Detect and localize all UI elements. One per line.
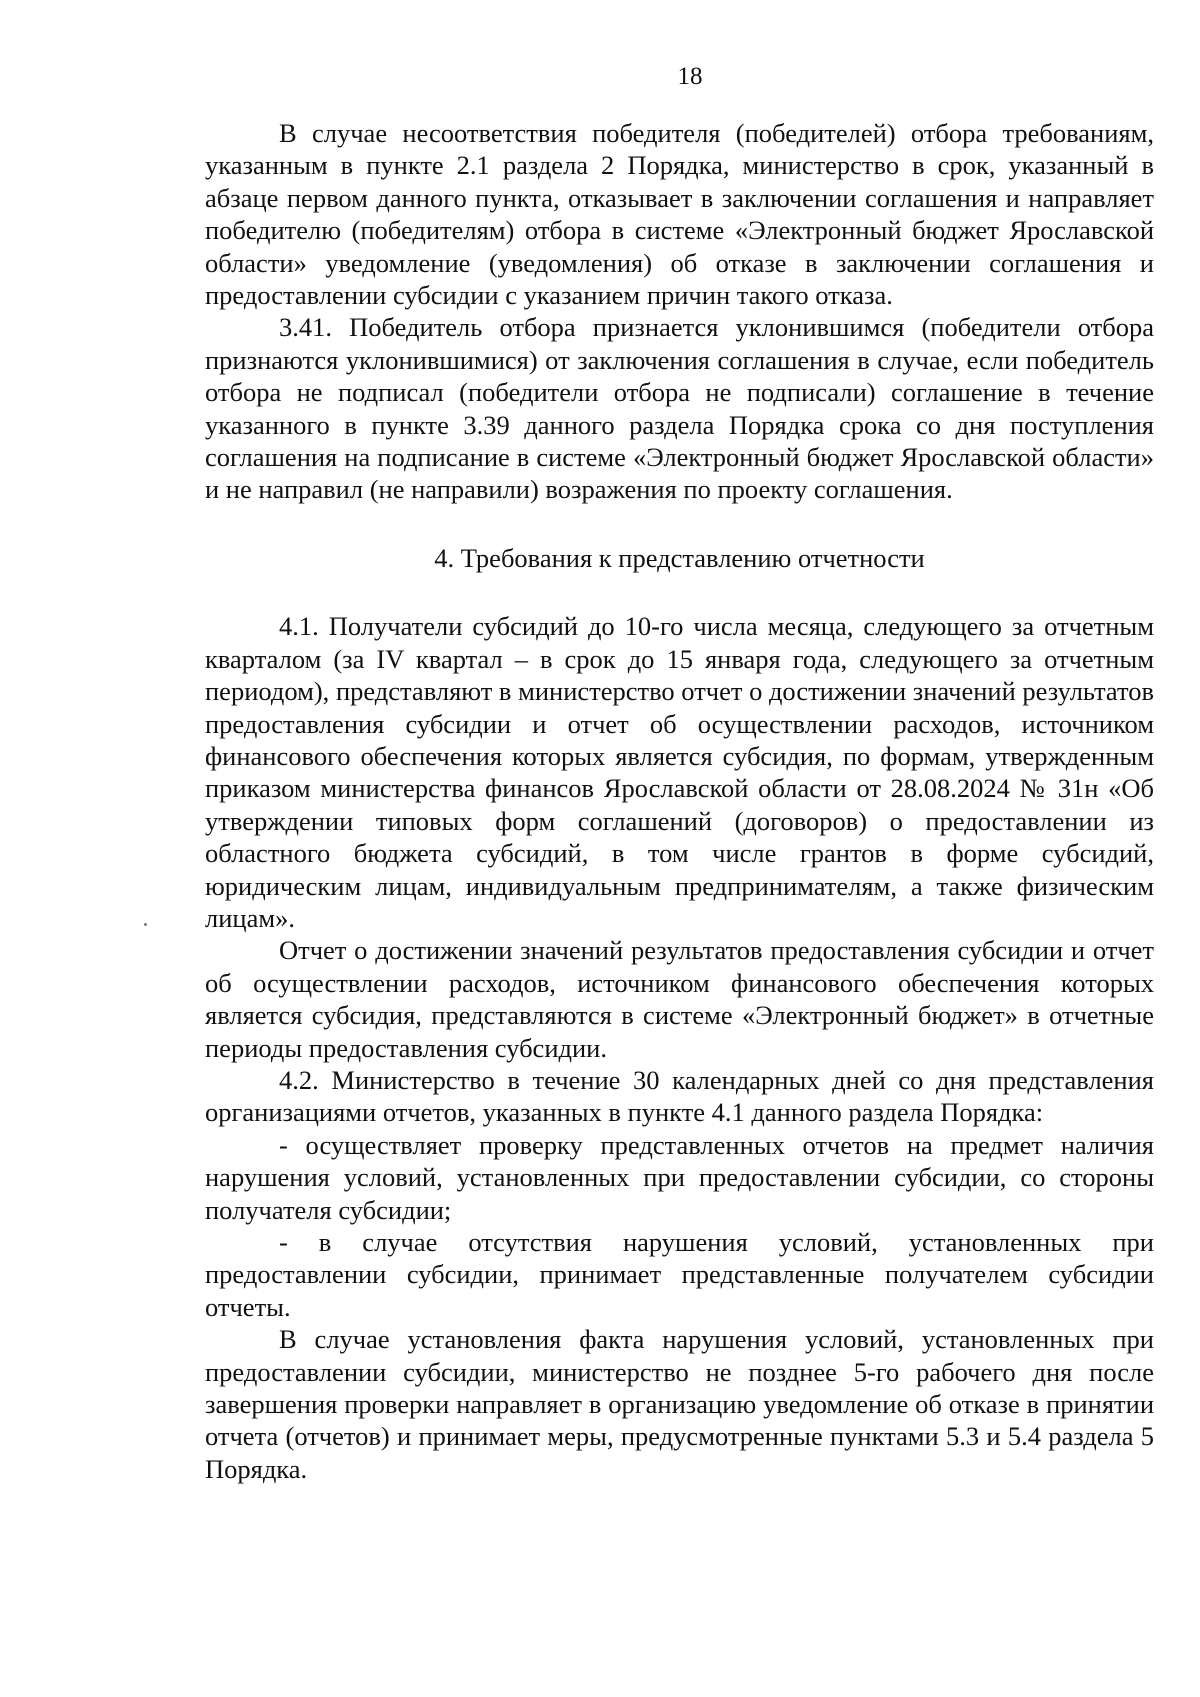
- scan-artifact-dot: [144, 923, 147, 926]
- paragraph-4-2: 4.2. Министерство в течение 30 календарных дней со дня представления организациями отчетов, указанных в пункте 4.1 данного раздела Порядка:: [205, 1064, 1154, 1128]
- paragraph-4-1: 4.1. Получатели субсидий до 10-го числа месяца, следующего за отчетным кварталом (за IV квартал – в срок до 15 января года, следующего за отчетным периодом), представляют в министерство отчет о достижении значений результатов предоставления субсидии и отчет об осуществлении расходов, источником финансового обеспечения которых является субсидия, по формам, утвержденным приказом министерства финансов Ярославской области от 28.08.2024 № 31н «Об утверждении типовых форм соглашений (договоров) о предоставлении из областного бюджета субсидий, в том числе грантов в форме субсидий, юридическим лицам, индивидуальным предпринимателям, а также физическим лицам».: [205, 611, 1154, 933]
- paragraph-report-system: Отчет о достижении значений результатов предоставления субсидии и отчет об осуществлении расходов, источником финансового обеспечения которых является субсидия, представляются в системе «Электронный бюджет» в отчетные периоды предоставления субсидии.: [205, 935, 1154, 1063]
- section-heading-4: 4. Требования к представлению отчетности: [434, 542, 925, 573]
- list-item-accept-reports: - в случае отсутствия нарушения условий, установленных при предоставлении субсидии, принимает представленные получателем субсидии отчеты.: [205, 1227, 1154, 1322]
- paragraph-refusal-notice: В случае несоответствия победителя (победителей) отбора требованиям, указанным в пункте 2.1 раздела 2 Порядка, министерство в срок, указанный в абзаце первом данного пункта, отказывает в заключении соглашения и направляет победителю (победителям) отбора в системе «Электронный бюджет Ярославской области» уведомление (уведомления) об отказе в заключении соглашения и предоставлении субсидии с указанием причин такого отказа.: [205, 118, 1154, 311]
- paragraph-violation-notice: В случае установления факта нарушения условий, установленных при предоставлении субсидии, министерство не позднее 5-го рабочего дня после завершения проверки направляет в организацию уведомление об отказе в принятии отчета (отчетов) и принимает меры, предусмотренные пунктами 5.3 и 5.4 раздела 5 Порядка.: [205, 1324, 1154, 1484]
- document-body: [205, 117, 1154, 1485]
- paragraph-3-41: 3.41. Победитель отбора признается уклонившимся (победители отбора признаются уклонившимися) от заключения соглашения в случае, если победитель отбора не подписал (победители отбора не подписали) соглашение в течение указанного в пункте 3.39 данного раздела Порядка срока со дня поступления соглашения на подписание в системе «Электронный бюджет Ярославской области» и не направил (не направили) возражения по проекту соглашения.: [205, 312, 1154, 505]
- list-item-check-reports: - осуществляет проверку представленных отчетов на предмет наличия нарушения условий, установленных при предоставлении субсидии, со стороны получателя субсидии;: [205, 1129, 1154, 1225]
- page-number: 18: [677, 63, 703, 90]
